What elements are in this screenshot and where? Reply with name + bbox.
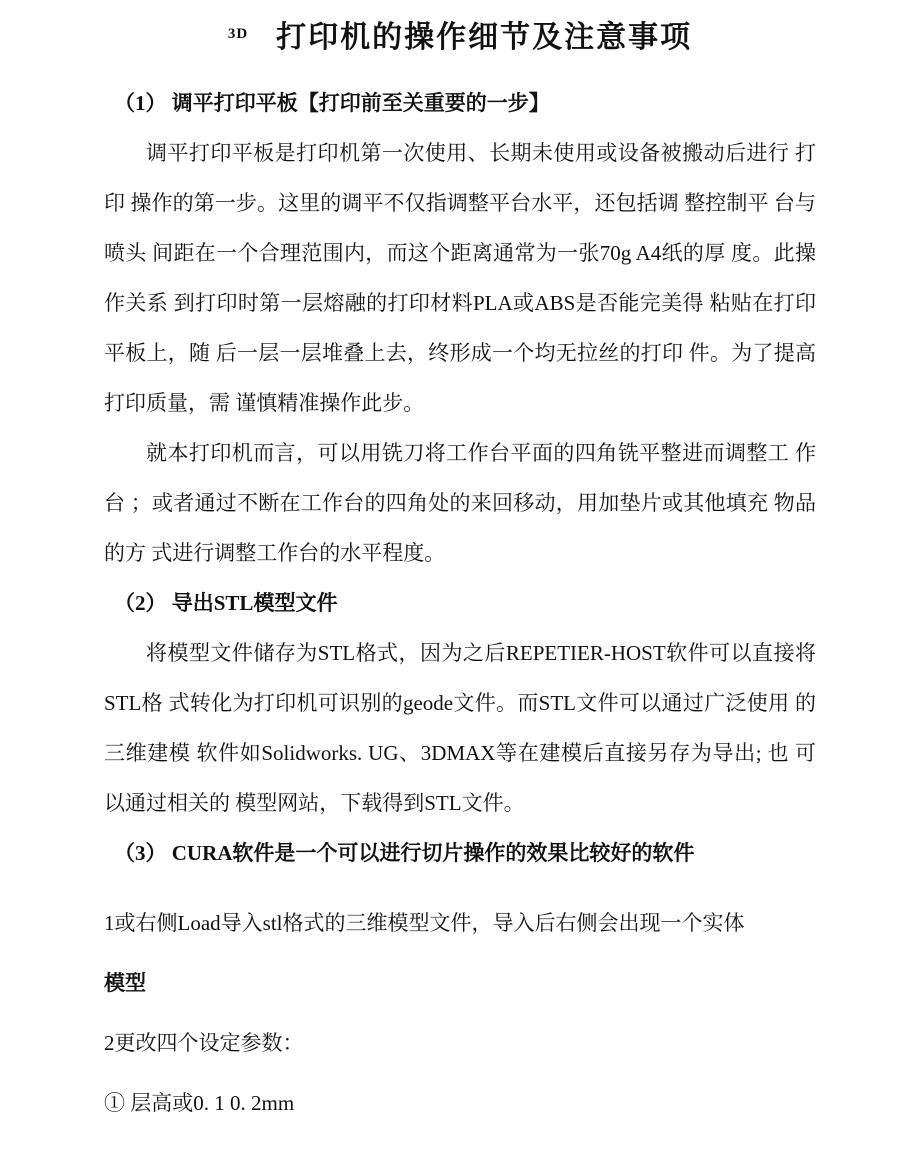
step-line-model: 模型	[104, 971, 146, 995]
section-heading-2: （2） 导出STL模型文件	[114, 591, 338, 615]
step-line-1: 1或右侧Load导入stl格式的三维模型文件，导入后右侧会出现一个实体	[104, 911, 745, 935]
title-prefix: 3D	[227, 25, 249, 42]
section-heading-1: （1） 调平打印平板【打印前至关重要的一步】	[114, 91, 550, 115]
step-line-3: ① 层高或0. 1 0. 2mm	[104, 1091, 295, 1115]
page-title	[104, 12, 816, 56]
section-heading-3: （3） CURA软件是一个可以进行切片操作的效果比较好的软件	[114, 841, 695, 865]
paragraph: 调平打印平板是打印机第一次使用、长期未使用或设备被搬动后进行 打印 操作的第一步。这里的调平不仅指调整平台水平，还包括调 整控制平 台与喷头 间距在一个合理范围内，而这个距离通常为一张70g A4纸的厚 度。此操作关系 到打印时第一层熔融的打印材料PLA或ABS是否能完美得 粘贴在打印平板上，随 后一层一层堆叠上去，终形成一个均无拉丝的打印 件。为了提高打印质量，需 谨慎精准操作此步。	[104, 141, 816, 415]
step-line-2: 2更改四个设定参数：	[104, 1031, 304, 1055]
paragraph: 就本打印机而言，可以用铣刀将工作台平面的四角铣平整进而调整工 作台 ；或者通过不断在工作台的四角处的来回移动，用加垫片或其他填充 物品的方 式进行调整工作台的水平程度。	[104, 441, 816, 565]
paragraph: 将模型文件储存为STL格式，因为之后REPETIER-HOST软件可以直接将 STL格 式转化为打印机可识别的geode文件。而STL文件可以通过广泛使用 的三维建模 软件如Solidworks. UG、3DMAX等在建模后直接另存为导出; 也 可以通过相关的 模型网站，下载得到STL文件。	[104, 641, 816, 815]
title-text: 打印机的操作细节及注意事项	[276, 21, 693, 54]
